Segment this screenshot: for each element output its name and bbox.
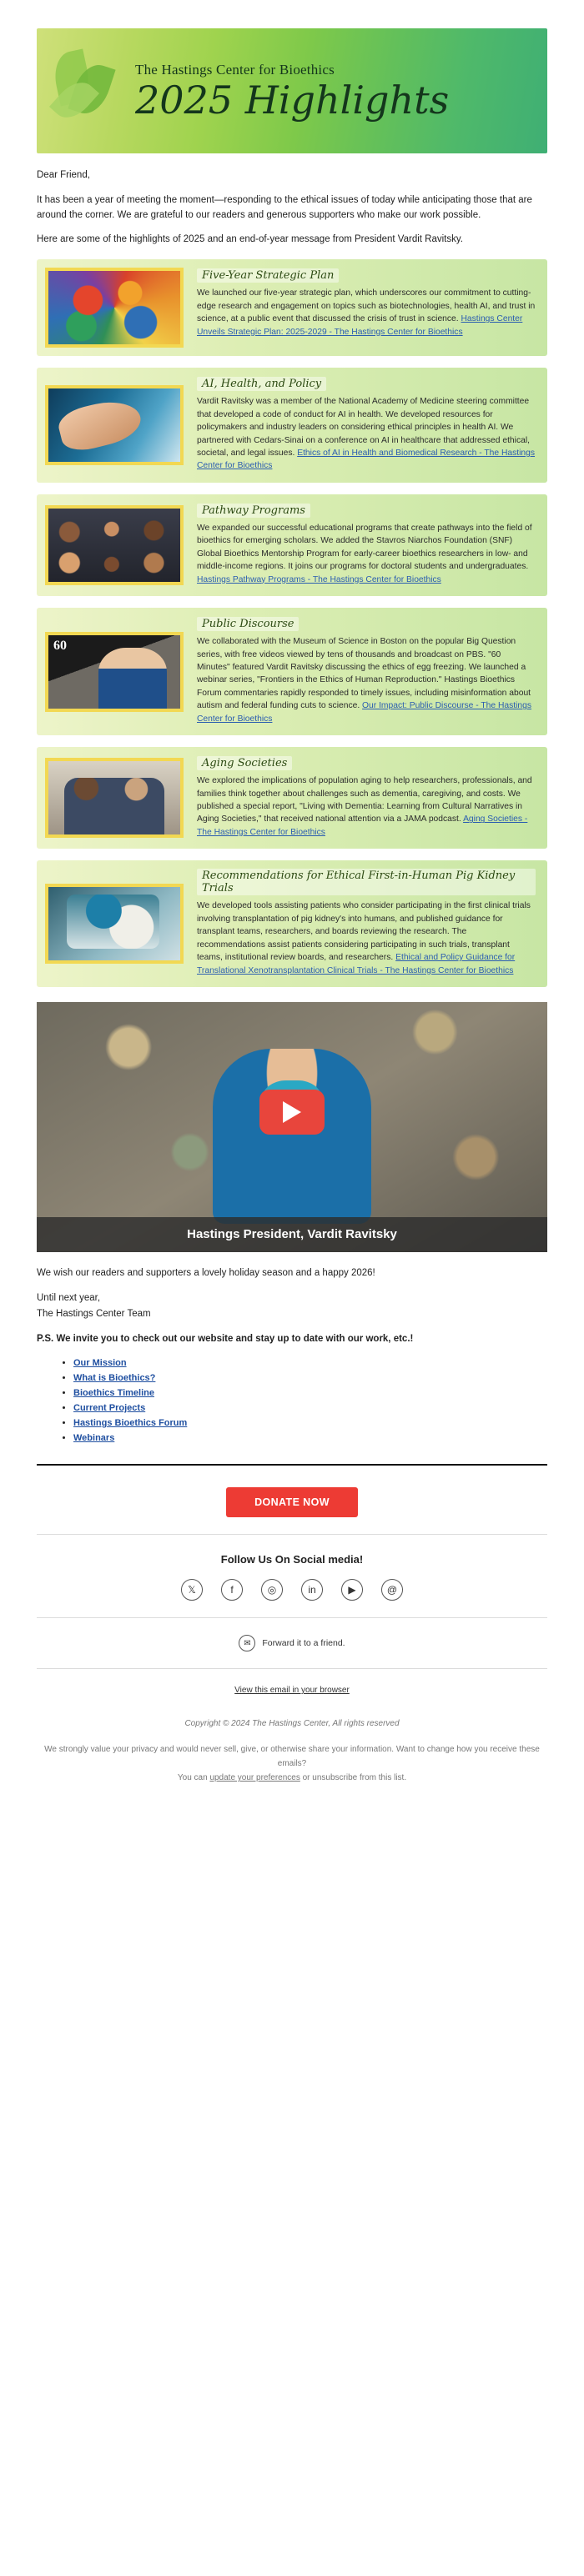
youtube-icon[interactable]: ▶	[341, 1579, 363, 1601]
linkedin-icon[interactable]: in	[301, 1579, 323, 1601]
view-in-browser	[37, 1686, 547, 1695]
list-item	[73, 1371, 547, 1386]
privacy-line-3-pre: You can	[177, 1773, 210, 1783]
highlight-image	[37, 494, 192, 596]
divider	[37, 1668, 547, 1669]
highlight-image	[37, 259, 192, 356]
signoff-line-2: The Hastings Center Team	[37, 1308, 151, 1319]
signoff	[37, 1291, 547, 1321]
social-heading: Follow Us On Social media!	[220, 1553, 364, 1566]
highlight-body	[192, 494, 547, 596]
highlight-card	[37, 860, 547, 987]
highlight-title: Public Discourse	[197, 617, 299, 631]
banner-text-group	[135, 61, 450, 123]
forward-to-friend[interactable]	[37, 1635, 547, 1651]
video-caption: Hastings President, Vardit Ravitsky	[37, 1217, 547, 1252]
header-banner	[37, 28, 547, 153]
highlight-title: Recommendations for Ethical First-in-Human Pig Kidney Trials	[197, 869, 536, 895]
highlight-body	[192, 259, 547, 356]
link-bioethics-forum[interactable]: Hastings Bioethics Forum	[73, 1418, 188, 1429]
president-portrait	[213, 1049, 371, 1224]
highlight-text: We launched our five-year strategic plan, which underscores our commitment to cutting-edge research and engagement on topics such as biotechnologies, health AI, and trust in science, at a public event that discussed the crisis of trust in science.	[197, 288, 536, 324]
highlight-link[interactable]: Hastings Pathway Programs - The Hastings Center for Bioethics	[197, 574, 441, 584]
year-highlights-title: 2025 Highlights	[135, 77, 450, 123]
highlight-title: Five-Year Strategic Plan	[197, 268, 339, 283]
highlight-text: We explored the implications of population aging to help researchers, professionals, and families think together about challenges such as dementia, caregiving, and costs. We published a special report, "Living with Dementia: Learning from Cultural Narratives in Aging Societies," that received national attention via a JAMA podcast.	[197, 776, 532, 824]
forward-label[interactable]: Forward it to a friend.	[262, 1638, 345, 1649]
facebook-icon[interactable]: f	[221, 1579, 243, 1601]
highlight-image	[37, 747, 192, 849]
instagram-icon[interactable]: ◎	[261, 1579, 283, 1601]
divider	[37, 1534, 547, 1535]
list-item	[73, 1416, 547, 1431]
highlight-image	[37, 608, 192, 735]
highlight-text: We collaborated with the Museum of Science in Boston on the popular Big Question series, with free videos viewed by tens of thousands and broadcast on PBS. "60 Minutes" featured Vardit Ravitsky discussing the ethics of egg freezing. We launched a webinar series, "Frontiers in the Ethics of Human Reproduction." Hastings Bioethics Forum commentaries rapidly responded to timely issues, including misinformation about autism and federal funding cuts to science.	[197, 637, 531, 711]
link-current-projects[interactable]: Current Projects	[73, 1402, 146, 1413]
update-preferences-link[interactable]: update your preferences	[209, 1773, 300, 1783]
donate-now-button[interactable]: DONATE NOW	[226, 1487, 358, 1517]
highlight-text: We expanded our successful educational programs that create pathways into the field of bioethics for emerging scholars. We added the Stavros Niarchos Foundation (SNF) Global Bioethics Mentorship Program for early-career bioethics researchers in low- and middle-income regions. It joins our programs for doctoral students and undergraduates.	[197, 523, 532, 572]
play-button-icon[interactable]	[259, 1090, 325, 1135]
highlight-card	[37, 494, 547, 596]
copyright-text: Copyright © 2024 The Hastings Center, All rights reserved	[184, 1719, 400, 1729]
privacy-text	[37, 1742, 547, 1785]
link-what-is-bioethics[interactable]: What is Bioethics?	[73, 1372, 156, 1383]
highlight-link[interactable]: Our Impact: Public Discourse - The Hastings Center for Bioethics	[197, 701, 532, 724]
list-item	[73, 1401, 547, 1416]
content-wrapper	[37, 0, 547, 1785]
highlight-body	[192, 368, 547, 483]
highlight-description	[197, 522, 536, 586]
highlight-link[interactable]: Ethics of AI in Health and Biomedical Research - The Hastings Center for Bioethics	[197, 449, 536, 471]
highlight-description	[197, 395, 536, 473]
privacy-line-2: change how you receive these emails?	[277, 1745, 540, 1769]
highlight-text: We developed tools assisting patients who consider participating in the first clinical trials involving transplantation of pig kidney's into humans, and published guidance for transplant teams, researchers, and boards reviewing the research. The recommendations assist patients considering participating in such trials, transplant teams, institutional review boards, and researchers.	[197, 901, 531, 963]
highlight-image	[37, 368, 192, 483]
view-in-browser-link[interactable]: View this email in your browser	[234, 1686, 350, 1696]
list-item	[73, 1431, 547, 1446]
intro-text	[37, 168, 547, 248]
highlight-link[interactable]: Aging Societies - The Hastings Center for Bioethics	[197, 814, 528, 837]
highlight-card	[37, 259, 547, 356]
highlight-link[interactable]: Hastings Center Unveils Strategic Plan: 2025-2029 - The Hastings Center for Bioethics	[197, 314, 523, 337]
donate-section	[37, 1487, 547, 1517]
highlight-body	[192, 747, 547, 849]
social-icon-row	[37, 1579, 547, 1601]
intro-paragraph-2: Here are some of the highlights of 2025 and an end-of-year message from President Vardit Ravitsky.	[37, 234, 463, 245]
holiday-wish: We wish our readers and supporters a lovely holiday season and a happy 2026!	[37, 1267, 375, 1278]
highlight-card	[37, 747, 547, 849]
link-webinars[interactable]: Webinars	[73, 1433, 115, 1444]
intro-paragraph-1: It has been a year of meeting the moment—responding to the ethical issues of today while anticipating those that are around the corner. We are grateful to our readers and generous supporters who make our work possible.	[37, 194, 532, 220]
highlight-title: AI, Health, and Policy	[197, 377, 326, 391]
link-our-mission[interactable]: Our Mission	[73, 1357, 127, 1368]
closing-text	[37, 1265, 547, 1446]
list-item	[73, 1386, 547, 1401]
leaves-logo-icon	[52, 50, 128, 127]
postscript: P.S. We invite you to check out our website and stay up to date with our work, etc.!	[37, 1334, 414, 1345]
list-item	[73, 1356, 547, 1371]
highlight-body	[192, 608, 547, 735]
footer	[37, 1716, 547, 1785]
privacy-line-3-post: or unsubscribe from this list.	[300, 1773, 407, 1783]
signoff-line-1: Until next year,	[37, 1293, 101, 1304]
highlight-card	[37, 368, 547, 483]
link-bioethics-timeline[interactable]: Bioethics Timeline	[73, 1387, 154, 1398]
highlight-title: Pathway Programs	[197, 504, 310, 518]
video-thumbnail[interactable]	[37, 1002, 547, 1252]
highlight-body	[192, 860, 547, 987]
organization-title: The Hastings Center for Bioethics	[135, 61, 335, 78]
highlight-image	[37, 860, 192, 987]
envelope-icon: ✉	[239, 1635, 255, 1651]
privacy-line-1: We strongly value your privacy and would never sell, give, or otherwise share your information. Want to	[44, 1745, 425, 1755]
highlight-description	[197, 635, 536, 725]
highlight-link[interactable]: Ethical and Policy Guidance for Translational Xenotransplantation Clinical Trials - The Hastings Center for Bioethics	[197, 953, 516, 975]
quick-links-list	[37, 1356, 547, 1446]
greeting-line: Dear Friend,	[37, 170, 90, 180]
highlight-description	[197, 774, 536, 839]
highlight-title: Aging Societies	[197, 756, 292, 770]
threads-icon[interactable]: @	[381, 1579, 403, 1601]
highlight-description	[197, 900, 536, 977]
highlight-text: Vardit Ravitsky was a member of the National Academy of Medicine steering committee that developed a code of conduct for AI in health. We developed resources for policymakers and industry leaders on considering ethical principles in health AI. We partnered with Cedars-Sinai on a conference on AI in healthcare that addressed ethical, societal, and legal issues.	[197, 397, 530, 458]
x-twitter-icon[interactable]: 𝕏	[181, 1579, 203, 1601]
divider	[37, 1617, 547, 1618]
highlight-description	[197, 287, 536, 338]
divider	[37, 1464, 547, 1466]
highlight-card	[37, 608, 547, 735]
